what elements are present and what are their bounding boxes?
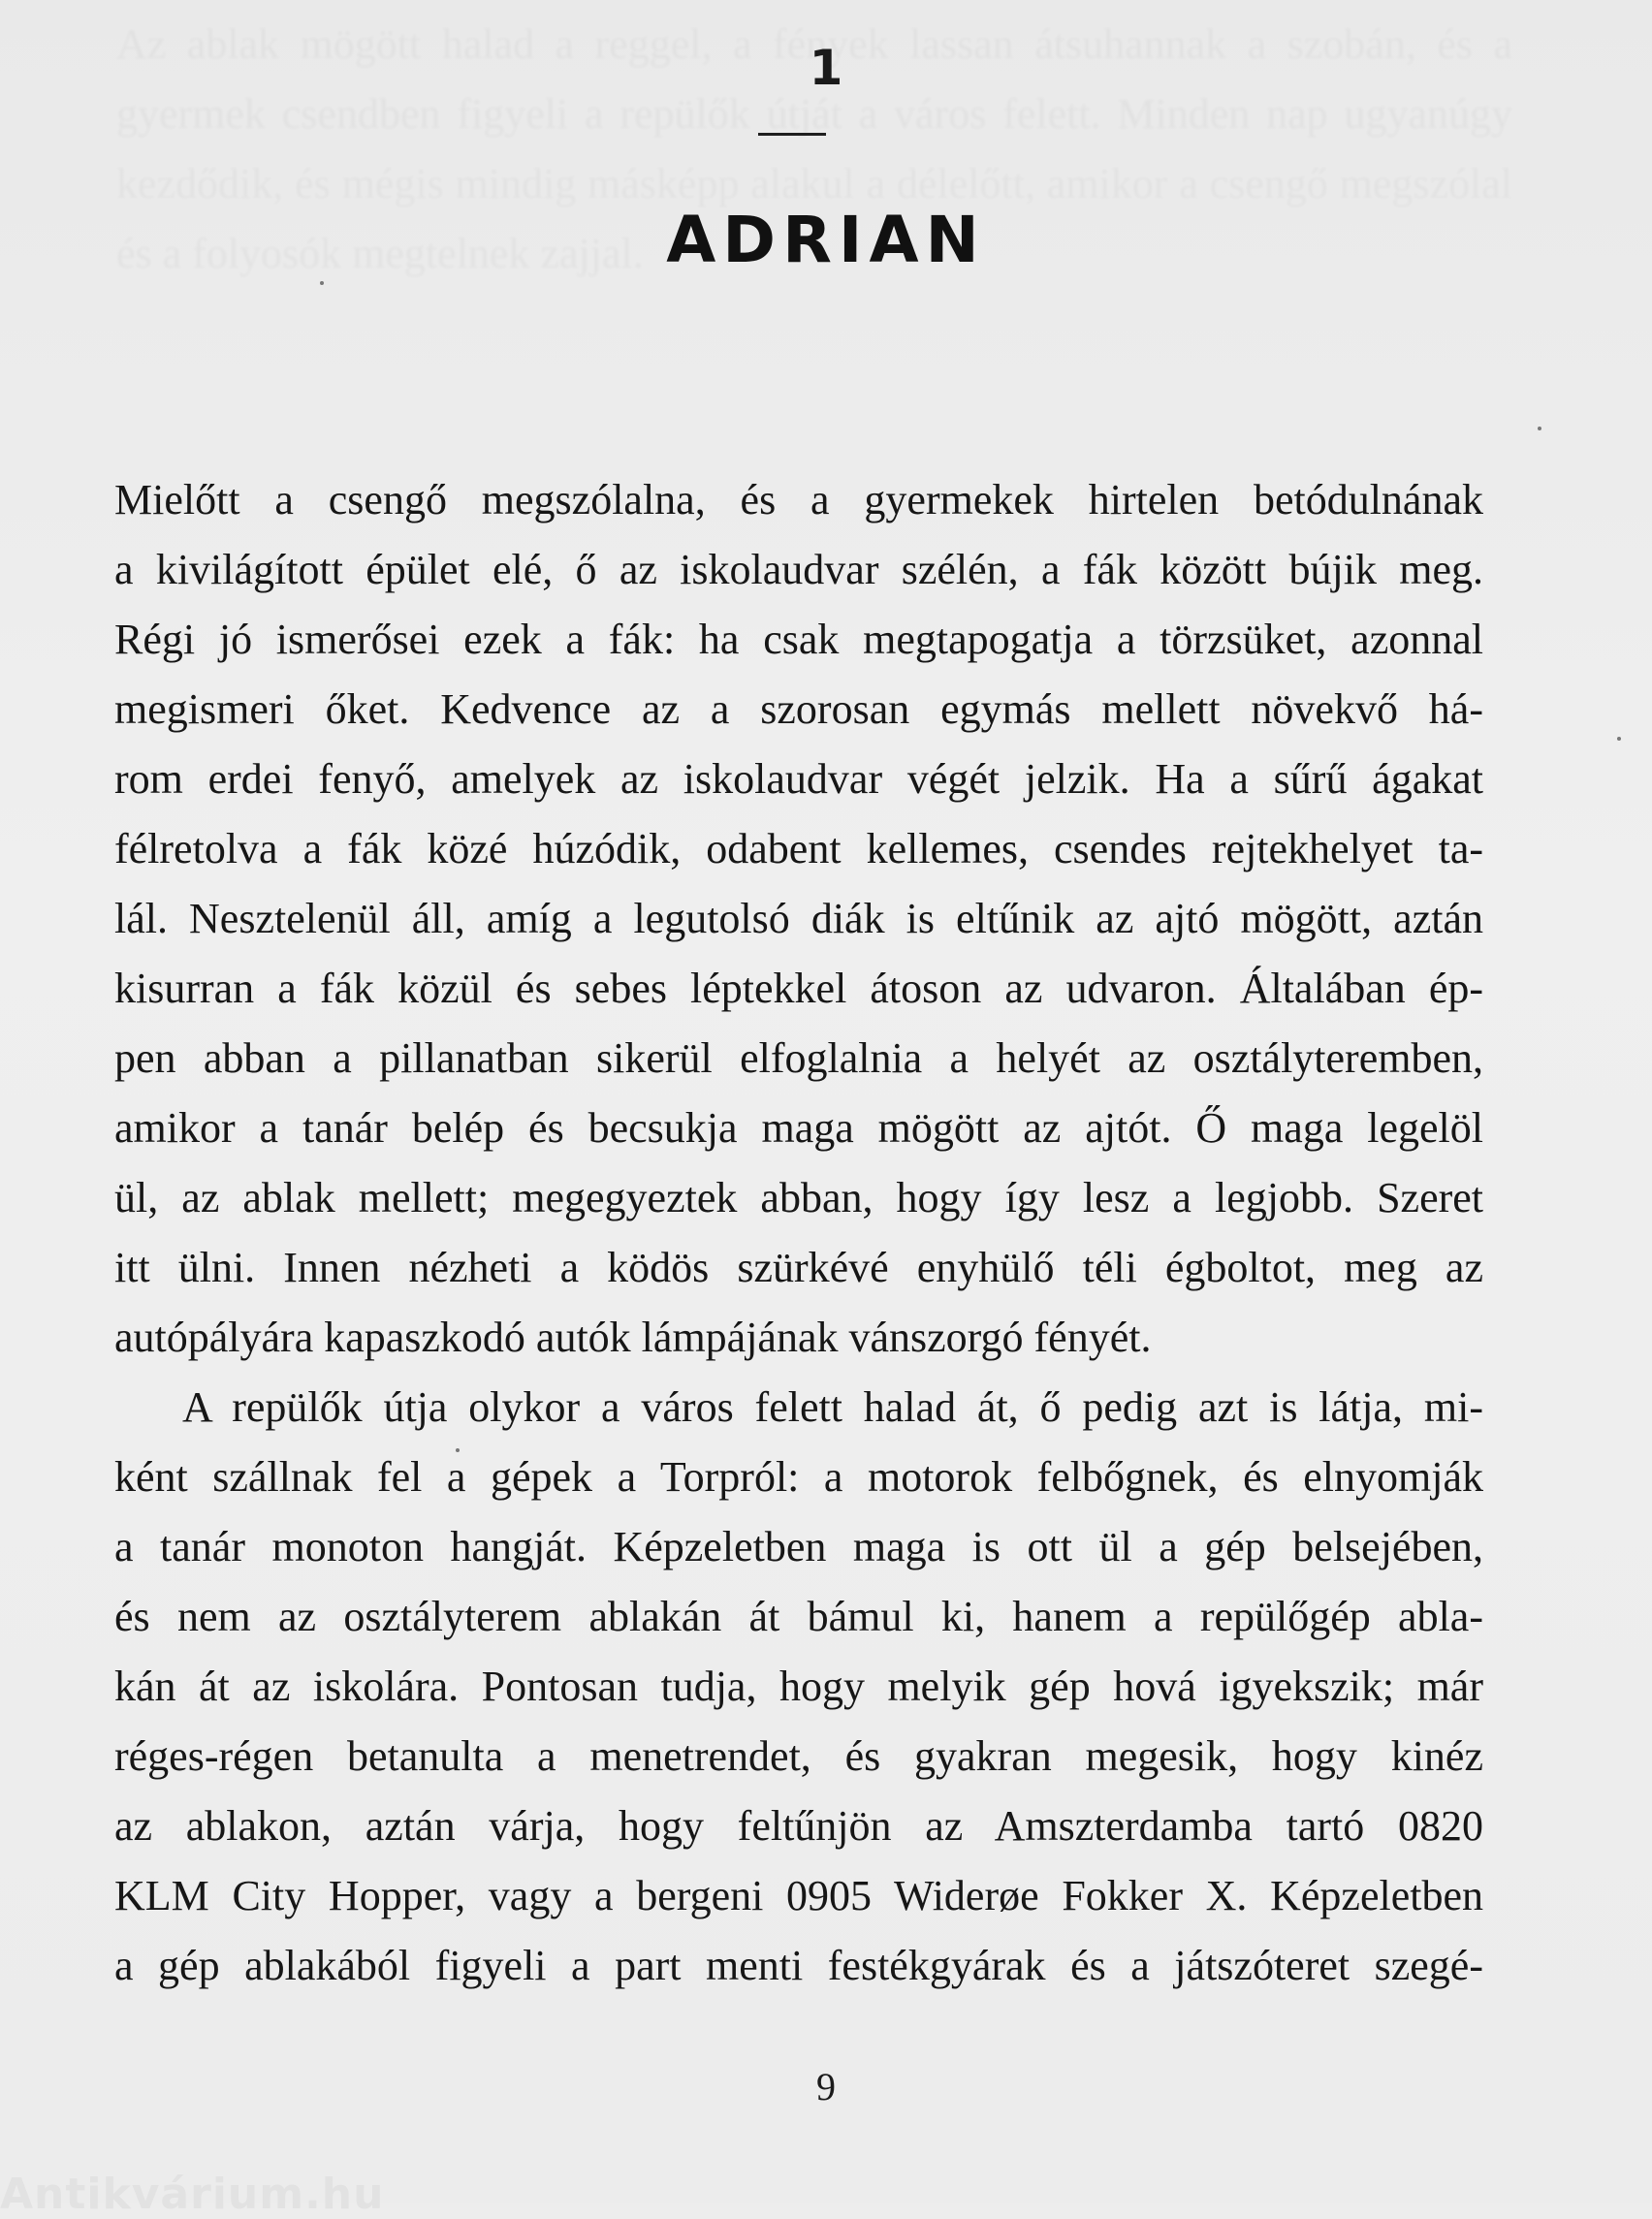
chapter-divider	[758, 133, 826, 136]
text-line: pen abban a pillanatban sikerül elfoglalnia a helyét az osztályteremben,	[114, 1034, 1483, 1082]
text-line: kán át az iskolára. Pontosan tudja, hogy melyik gép hová igyekszik; már	[114, 1663, 1483, 1710]
text-line: A repülők útja olykor a város felett halad át, ő pedig azt is látja, mi-	[182, 1383, 1483, 1431]
text-line: és nem az osztályterem ablakán át bámul ki, hanem a repülőgép abla-	[114, 1593, 1483, 1640]
text-line: autópályára kapaszkodó autók lámpájának vánszorgó fényét.	[114, 1314, 1152, 1361]
text-line: KLM City Hopper, vagy a bergeni 0905 Widerøe Fokker X. Képzeletben	[114, 1872, 1483, 1919]
body-text	[114, 465, 1483, 2001]
text-line: a gép ablakából figyeli a part menti festékgyárak és a játszóteret szegé-	[114, 1942, 1483, 1989]
chapter-title: ADRIAN	[666, 203, 986, 277]
text-line: a tanár monoton hangját. Képzeletben maga is ott ül a gép belsejében,	[114, 1523, 1483, 1570]
text-line: kisurran a fák közül és sebes léptekkel átoson az udvaron. Általában ép-	[114, 965, 1483, 1012]
text-line: Mielőtt a csengő megszólalna, és a gyermekek hirtelen betódulnának	[114, 476, 1483, 523]
watermark: Antikvárium.hu	[0, 2170, 385, 2219]
text-line: félretolva a fák közé húzódik, odabent kellemes, csendes rejtekhelyet ta-	[114, 825, 1483, 872]
text-line: az ablakon, aztán várja, hogy feltűnjön az Amszterdamba tartó 0820	[114, 1802, 1483, 1850]
text-line: lál. Nesztelenül áll, amíg a legutolsó diák is eltűnik az ajtó mögött, aztán	[114, 895, 1483, 942]
chapter-number: 1	[809, 40, 843, 96]
text-line: Régi jó ismerősei ezek a fák: ha csak megtapogatja a törzsüket, azonnal	[114, 616, 1483, 663]
text-line: a kivilágított épület elé, ő az iskolaudvar szélén, a fák között bújik meg.	[114, 546, 1483, 593]
dust-speck	[320, 281, 324, 285]
text-line: megismeri őket. Kedvence az a szorosan egymás mellett növekvő há-	[114, 685, 1483, 733]
paragraph-2	[114, 1373, 1483, 2001]
text-line: amikor a tanár belép és becsukja maga mögött az ajtót. Ő maga legelöl	[114, 1104, 1483, 1152]
paragraph-1	[114, 465, 1483, 1373]
text-line: itt ülni. Innen nézheti a ködös szürkévé enyhülő téli égboltot, meg az	[114, 1244, 1483, 1291]
dust-speck	[456, 1448, 460, 1452]
dust-speck	[1538, 427, 1541, 430]
text-line: réges-régen betanulta a menetrendet, és gyakran megesik, hogy kinéz	[114, 1732, 1483, 1780]
page-number: 9	[816, 2065, 836, 2108]
text-line: rom erdei fenyő, amelyek az iskolaudvar végét jelzik. Ha a sűrű ágakat	[114, 755, 1483, 803]
text-line: ként szállnak fel a gépek a Torpról: a motorok felbőgnek, és elnyomják	[114, 1453, 1483, 1501]
text-line: ül, az ablak mellett; megegyeztek abban, hogy így lesz a legjobb. Szeret	[114, 1174, 1483, 1221]
dust-speck	[1617, 737, 1621, 741]
